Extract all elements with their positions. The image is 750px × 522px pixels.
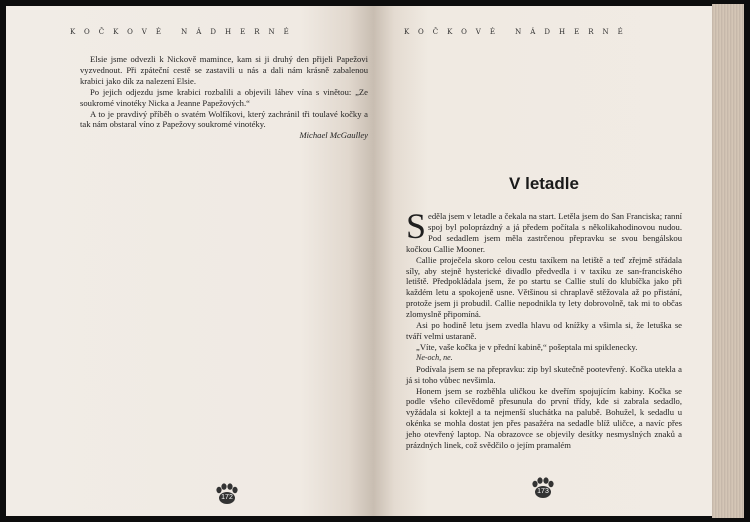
page-number: 173 (537, 488, 549, 495)
running-header-left: KOČKOVÉ NÁDHERNÉ (70, 28, 298, 36)
first-paragraph (406, 206, 682, 255)
paragraph: A to je pravdivý příběh o svatém Wolfíkovi, který zachránil tři toulavé kočky a tak nám obstaral víno z Papežovy soukromé vinotéky. (80, 108, 368, 130)
running-header-right: KOČKOVÉ NÁDHERNÉ (404, 28, 632, 36)
first-paragraph-text: eděla jsem v letadle a čekala na start. Letěla jsem do San Franciska; ranní spoj byl poloprázdný a já předem počítala s několikahodinovou nudou. Pod sedadlem jsem měla zastrčenou přepravku se svou bengálskou kočkou Callie Mooner. (406, 211, 682, 254)
page-edges (712, 4, 744, 518)
paragraph: Podívala jsem se na přepravku: zip byl skutečně pootevřený. Kočka utekla a já si toho vůbec nevšimla. (406, 363, 682, 385)
drop-cap: S (406, 206, 427, 246)
speaker-line: Ne-och, ne. (416, 352, 453, 362)
right-page-body (406, 206, 682, 451)
chapter-title: V letadle (509, 174, 579, 193)
page-number-badge-left (214, 483, 240, 505)
paragraph: „Víte, vaše kočka je v přední kabině,“ pošeptala mi spiklenecky. (416, 341, 638, 352)
paragraph: Honem jsem se rozběhla uličkou ke dveřím spojujícím kabiny. Kočka se podle všeho cílevědomě přesunula do první třídy, kde si zabrala sedadlo, vyžádala si koktejl a ta nejmenší sluchátka na palubě. Bohužel, k sedadlu u okénka se mohla dostat jen přes pasažéra na sedadle blíž uličce, a navíc přes jeho otevřený laptop. Na obrazovce se objevily desítky nesmyslných znaků a prázdných linek, což svědčilo o jejím pramalém (406, 385, 682, 451)
paragraph: Po jejich odjezdu jsme krabici rozbalili a objevili láhev vína s vinětou: „Ze soukromé vinotéky Nicka a Jeanne Papežových.“ (80, 86, 368, 108)
page-number: 172 (221, 494, 233, 501)
left-page-body (80, 54, 368, 141)
page-number-badge-right (530, 477, 556, 499)
left-page (6, 6, 374, 516)
author-signature: Michael McGaulley (299, 130, 368, 141)
paragraph: Asi po hodině letu jsem zvedla hlavu od knížky a všimla si, že letuška se tváří velmi ustaraně. (406, 320, 682, 341)
paragraph: Callie proječela skoro celou cestu taxíkem na letiště a teď zřejmě střádala síly, aby stejně hysterické divadlo předvedla i v taxíku ze san-franciského letiště. Předpokládala jsem, že po startu se Callie stulí do klubíčka jako při každém letu a spokojeně usne. Většinou si chraplavě stěžovala až po přistání, protože jsem ji probudil. Callie nepodnikla ty lety dobrovolně, tak mi to občas zlomyslně připomíná. (406, 254, 682, 320)
right-page (374, 6, 714, 516)
paragraph: Elsie jsme odvezli k Nickově mamince, kam si ji druhý den přijeli Papežovi vyzvednout. Při zpáteční cestě se zastavili u nás a dali nám krásně zabalenou krabici jako dík za nalezení Elsie. (80, 54, 368, 86)
